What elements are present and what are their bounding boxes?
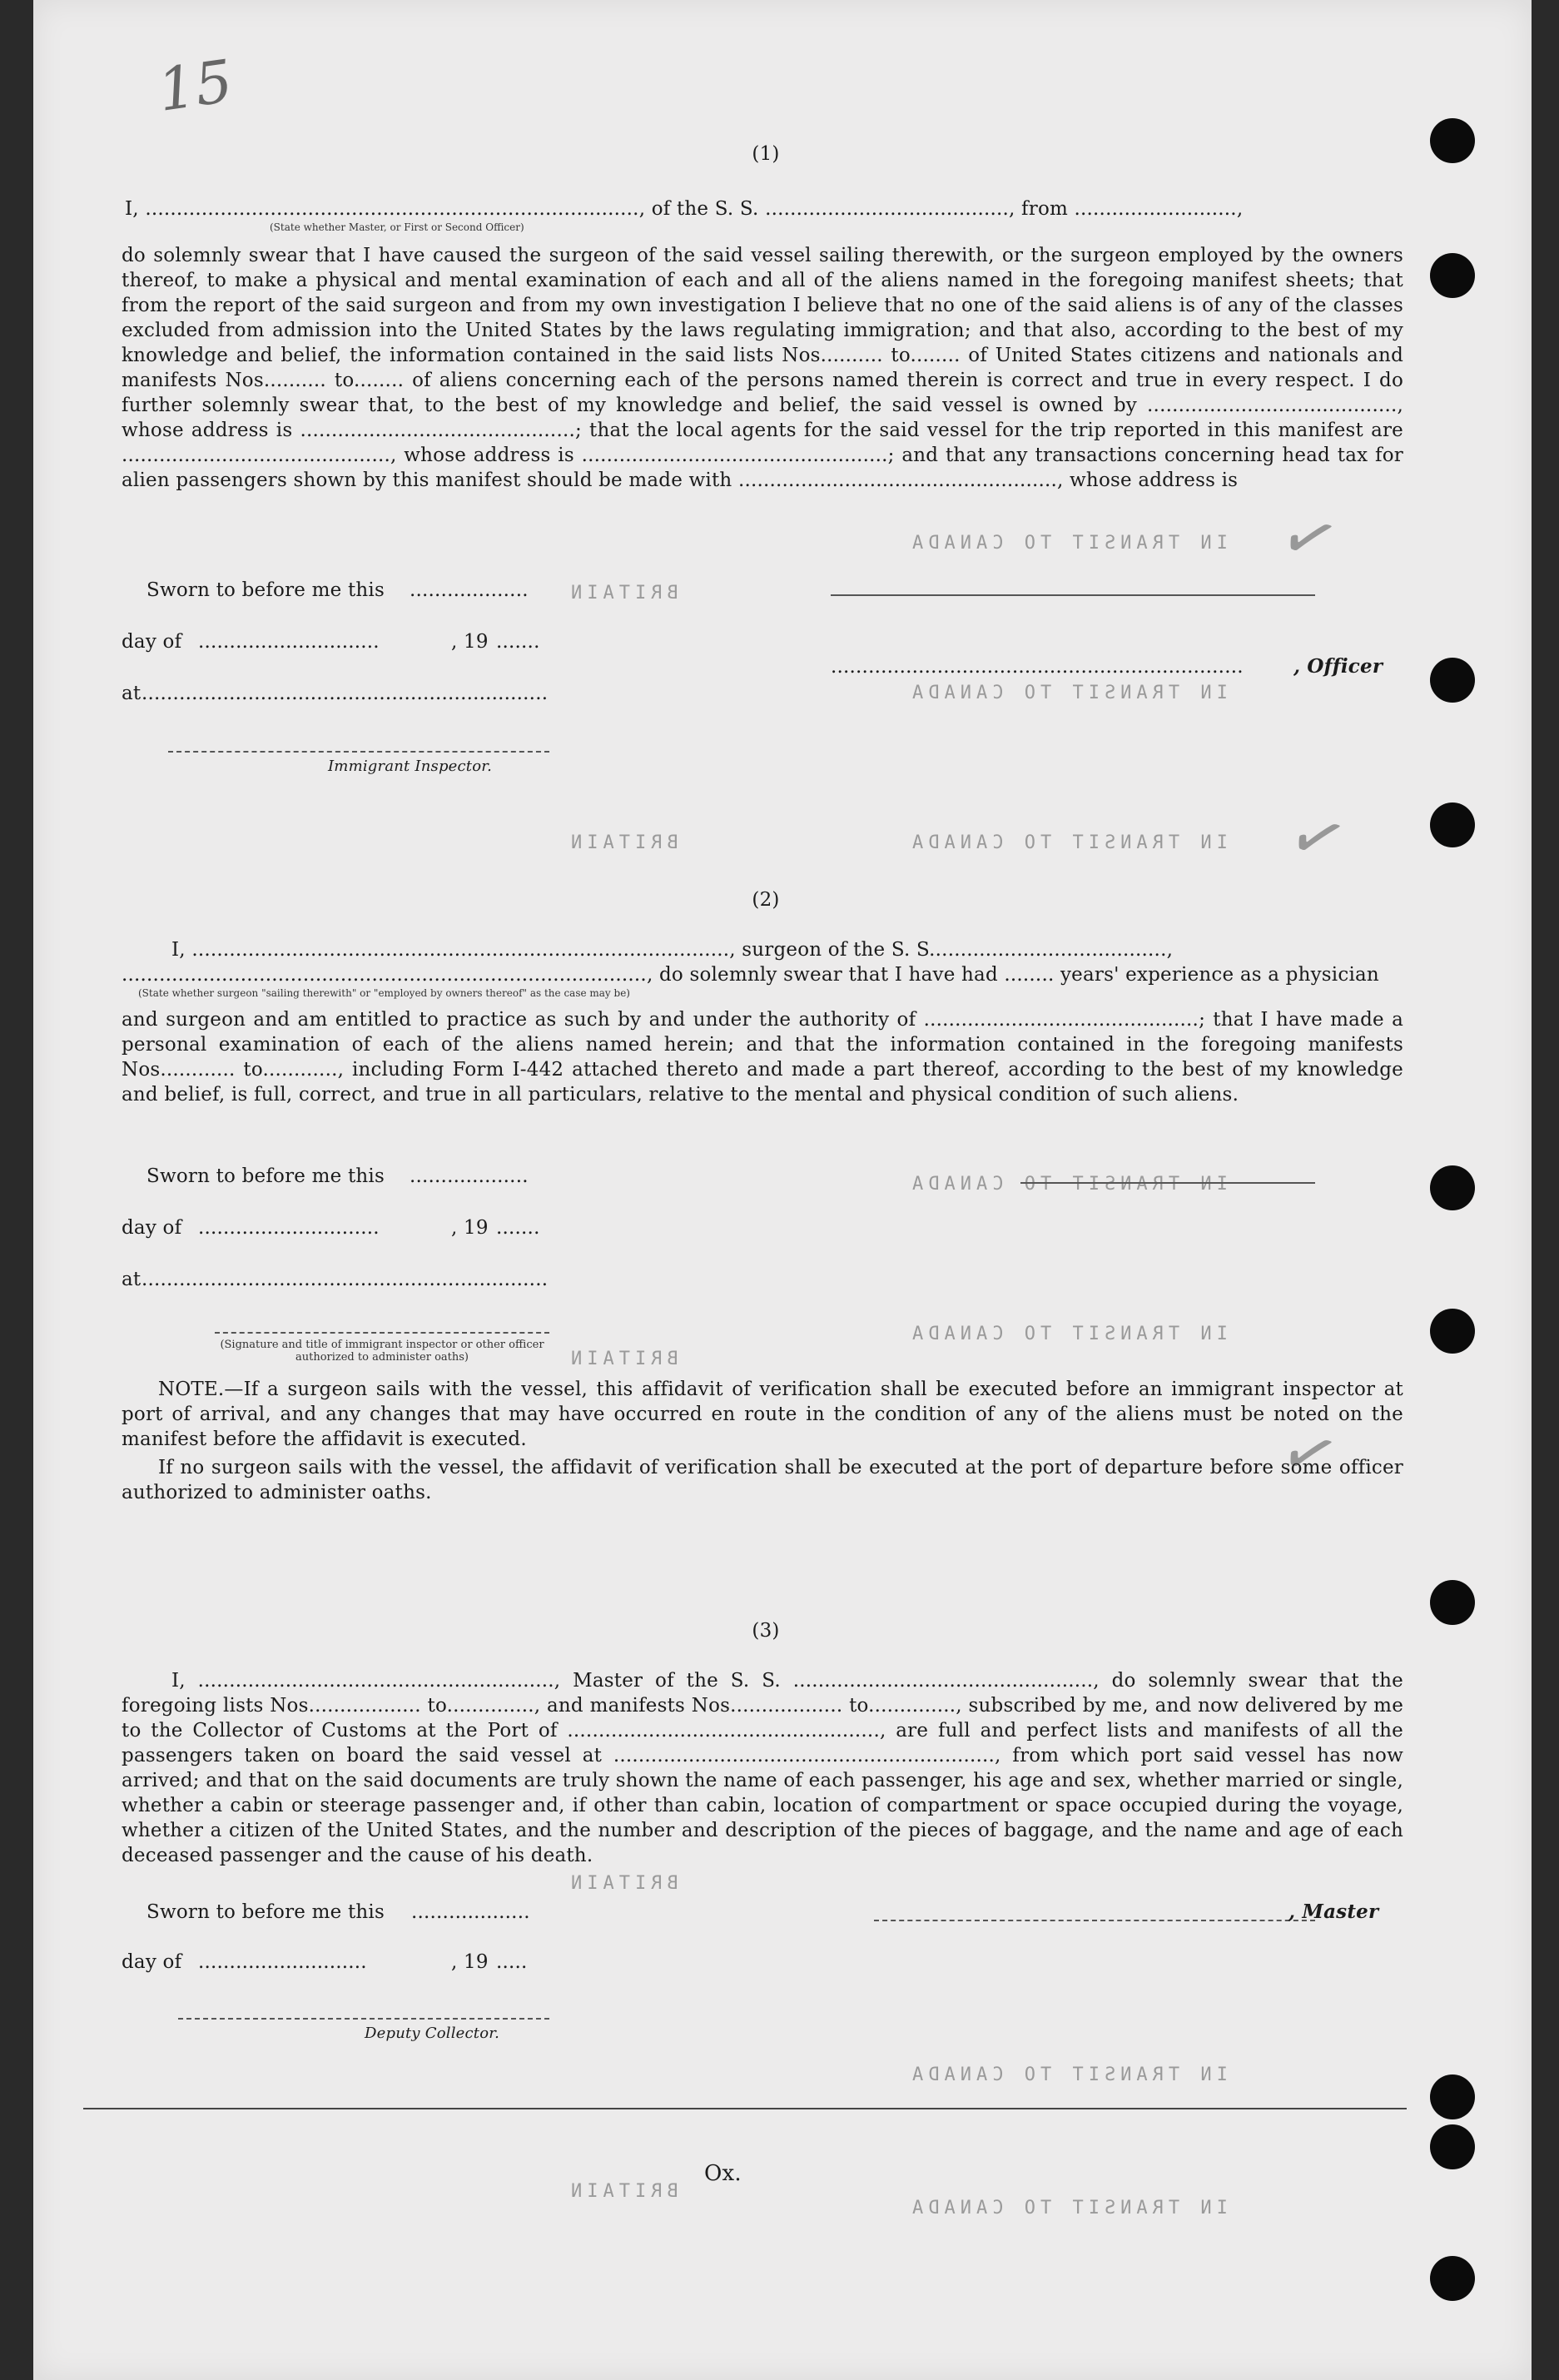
master-signature-line — [874, 1920, 1315, 1921]
bleed-through-text: IN TRANSIT TO CANADA — [907, 1324, 1228, 1344]
surgeon-status-field[interactable]: .................................................................................... — [122, 964, 647, 986]
section1-year: , 19 — [451, 631, 489, 653]
punch-hole — [1430, 2074, 1475, 2119]
collector-signature-line — [178, 2018, 549, 2020]
surgeon-name-field[interactable]: ...................................................................................... — [191, 939, 730, 961]
section1-inspector: Immigrant Inspector. — [328, 758, 493, 775]
section-divider — [83, 2108, 1407, 2109]
manifest-back-page — [33, 0, 1532, 2380]
section2-sworn: Sworn to before me this — [146, 1165, 385, 1187]
punch-hole — [1430, 118, 1475, 163]
punch-hole — [1430, 2124, 1475, 2169]
bleed-through-text: IN TRANSIT TO CANADA — [907, 2064, 1228, 2085]
section2-sworn-field[interactable]: ................... — [410, 1165, 529, 1187]
section3-paragraph: I, ........................................................., Master of the S. S. ................................................, do solemnly swear that the foregoing lists Nos.................. to.............., and manifests Nos.................. to.............., subscribed by me, and now delivered by me to the Collector of Customs at the Port of .................................................., are full and perfect lists and manifests of all the passengers taken on board the said vessel at ............................................................., from which port said vessel has now arrived; and that on the said documents are truly shown the name of each passenger, his age and sex, whether married or single, whether a cabin or steerage passenger and, if other than cabin, location of compartment or space occupied during the voyage, whether a citizen of the United States, and the number and description of the pieces of baggage, and the name and age of each deceased passenger and the cause of his death. — [122, 1670, 1403, 1866]
bleed-through-text: IN TRANSIT TO CANADA — [907, 1174, 1228, 1195]
bleed-through-text: IN TRANSIT TO CANADA — [907, 533, 1228, 554]
oath-from: , from — [1009, 198, 1075, 220]
section2-year-field[interactable]: ....... — [496, 1217, 540, 1239]
section1-number: (1) — [752, 143, 780, 165]
section2-paragraph: and surgeon and am entitled to practice as such by and under the authority of ............................................; that I have made a personal examination of each of the aliens named herein; and that the information contained in the foregoing manifests Nos............ to............, including Form I-442 attached thereto and made a part thereof, according to the best of my knowledge and belief, is full, correct, and true in all particulars, relative to the mental and physical condition of such aliens. — [122, 1009, 1403, 1106]
section2-note1: NOTE.—If a surgeon sails with the vessel, this affidavit of verification shall be executed before an immigrant inspector at port of arrival, and any changes that may have occurred en route in the condition of any of the aliens must be noted on the manifest before the affidavit is executed. — [122, 1379, 1403, 1450]
handwritten-page-number: 15 — [153, 47, 237, 125]
section1-year-field[interactable]: ....... — [496, 631, 540, 653]
section1-caption: (State whether Master, or First or Second Officer) — [270, 221, 524, 233]
section3-day-of: day of — [122, 1951, 182, 1973]
punch-hole — [1430, 1165, 1475, 1210]
section1-officer: , Officer — [1293, 655, 1383, 678]
port-from-field[interactable]: .......................... — [1074, 198, 1237, 220]
surgeon-vessel-field[interactable]: ....................................., — [935, 939, 1174, 961]
section2-oath-line: I, ......................................................................................, surgeon of the S. S......................................, — [171, 939, 1174, 961]
section2-signature-line — [215, 1332, 549, 1334]
section3-day-field[interactable]: ........................... — [198, 1951, 367, 1973]
officer-name-field[interactable]: ............................................................................... — [145, 198, 639, 220]
section2-day-of: day of — [122, 1217, 182, 1239]
officer-signature-field[interactable]: .................................................................. — [831, 656, 1244, 678]
surgeon-signature-line — [1020, 1182, 1315, 1184]
section3-master: , Master — [1288, 1901, 1379, 1923]
section2-signature-caption: (Signature and title of immigrant inspector or other officer authorized to administer oaths) — [220, 1339, 544, 1364]
punch-hole — [1430, 253, 1475, 298]
bleed-through-text: BRITAIN — [566, 1873, 678, 1894]
section3-collector: Deputy Collector. — [365, 2025, 499, 2042]
section2-note2: If no surgeon sails with the vessel, the affidavit of verification shall be executed at the port of departure before some officer authorized to administer oaths. — [122, 1457, 1403, 1503]
vessel-name-field[interactable]: ....................................... — [765, 198, 1010, 220]
bleed-through-text: BRITAIN — [566, 2181, 678, 2202]
master-signature-line-top — [831, 594, 1315, 596]
section3-year: , 19 — [451, 1951, 489, 1973]
bleed-through-text: BRITAIN — [566, 1349, 678, 1369]
bottom-mark: Ox. — [704, 2161, 742, 2186]
section1-sworn: Sworn to before me this — [146, 579, 385, 601]
section1-at-field[interactable]: ................................................................. — [142, 683, 549, 704]
check-mark: ✓ — [1270, 492, 1349, 584]
check-mark: ✓ — [1270, 1408, 1349, 1500]
section1-sworn-field[interactable]: ................... — [410, 579, 529, 601]
punch-hole — [1430, 658, 1475, 703]
punch-hole — [1430, 802, 1475, 847]
section1-day-of: day of — [122, 631, 182, 653]
section2-day-field[interactable]: ............................. — [198, 1217, 380, 1239]
section3-sworn-field[interactable]: ................... — [411, 1901, 530, 1923]
section2-at: at — [122, 1269, 142, 1290]
bleed-through-text: IN TRANSIT TO CANADA — [907, 832, 1228, 853]
section3-year-field[interactable]: ..... — [496, 1951, 528, 1973]
oath-of-ss: , of the S. S. — [638, 198, 766, 220]
section3-sworn: Sworn to before me this — [146, 1901, 385, 1923]
section3-number: (3) — [752, 1620, 780, 1642]
section1-day-field[interactable]: ............................. — [198, 631, 380, 653]
section2-year: , 19 — [451, 1217, 489, 1239]
check-mark: ✓ — [1278, 792, 1358, 884]
section1-at: at — [122, 683, 142, 704]
section2-at-field[interactable]: ................................................................. — [142, 1269, 549, 1290]
punch-hole — [1430, 1309, 1475, 1354]
inspector-signature-line — [168, 751, 549, 753]
section2-caption: (State whether surgeon "sailing therewith" or "employed by owners thereof" as the case may be) — [138, 987, 630, 999]
punch-hole — [1430, 2256, 1475, 2301]
section2-number: (2) — [752, 889, 780, 911]
punch-hole — [1430, 1580, 1475, 1625]
bleed-through-text: BRITAIN — [566, 583, 678, 604]
bleed-through-text: BRITAIN — [566, 832, 678, 853]
oath-i: I, — [125, 198, 146, 220]
bleed-through-text: IN TRANSIT TO CANADA — [907, 2198, 1228, 2219]
bleed-through-text: IN TRANSIT TO CANADA — [907, 683, 1228, 703]
section1-paragraph: do solemnly swear that I have caused the surgeon of the said vessel sailing therewith, or the surgeon employed by the owners thereof, to make a physical and mental examination of each and all of the aliens named in the foregoing manifest sheets; that from the report of the said surgeon and from my own investigation I believe that no one of the said aliens is of any of the classes excluded from admission into the United States by the laws regulating immigration; and that also, according to the best of my knowledge and belief, the information contained in the said lists Nos.......... to........ of United States citizens and nationals and manifests Nos.......... to........ of aliens concerning each of the persons named therein is correct and true in every respect. I do further solemnly swear that, to the best of my knowledge and belief, the said vessel is owned by ........................................, whose address is ............................................; that the local agents for the said vessel for the trip reported in this manifest are ..........................................., whose address is .................................................; and that any transactions concerning head tax for alien passengers shown by this manifest should be made with ..................................................., whose address is — [122, 245, 1403, 491]
section2-line2: ...................................................................................., do solemnly swear that I have had ........ years' experience as a physician — [122, 964, 1379, 986]
section1-oath-line: I, ..............................................................................., of the S. S. ......................................., from .........................., — [125, 198, 1244, 220]
